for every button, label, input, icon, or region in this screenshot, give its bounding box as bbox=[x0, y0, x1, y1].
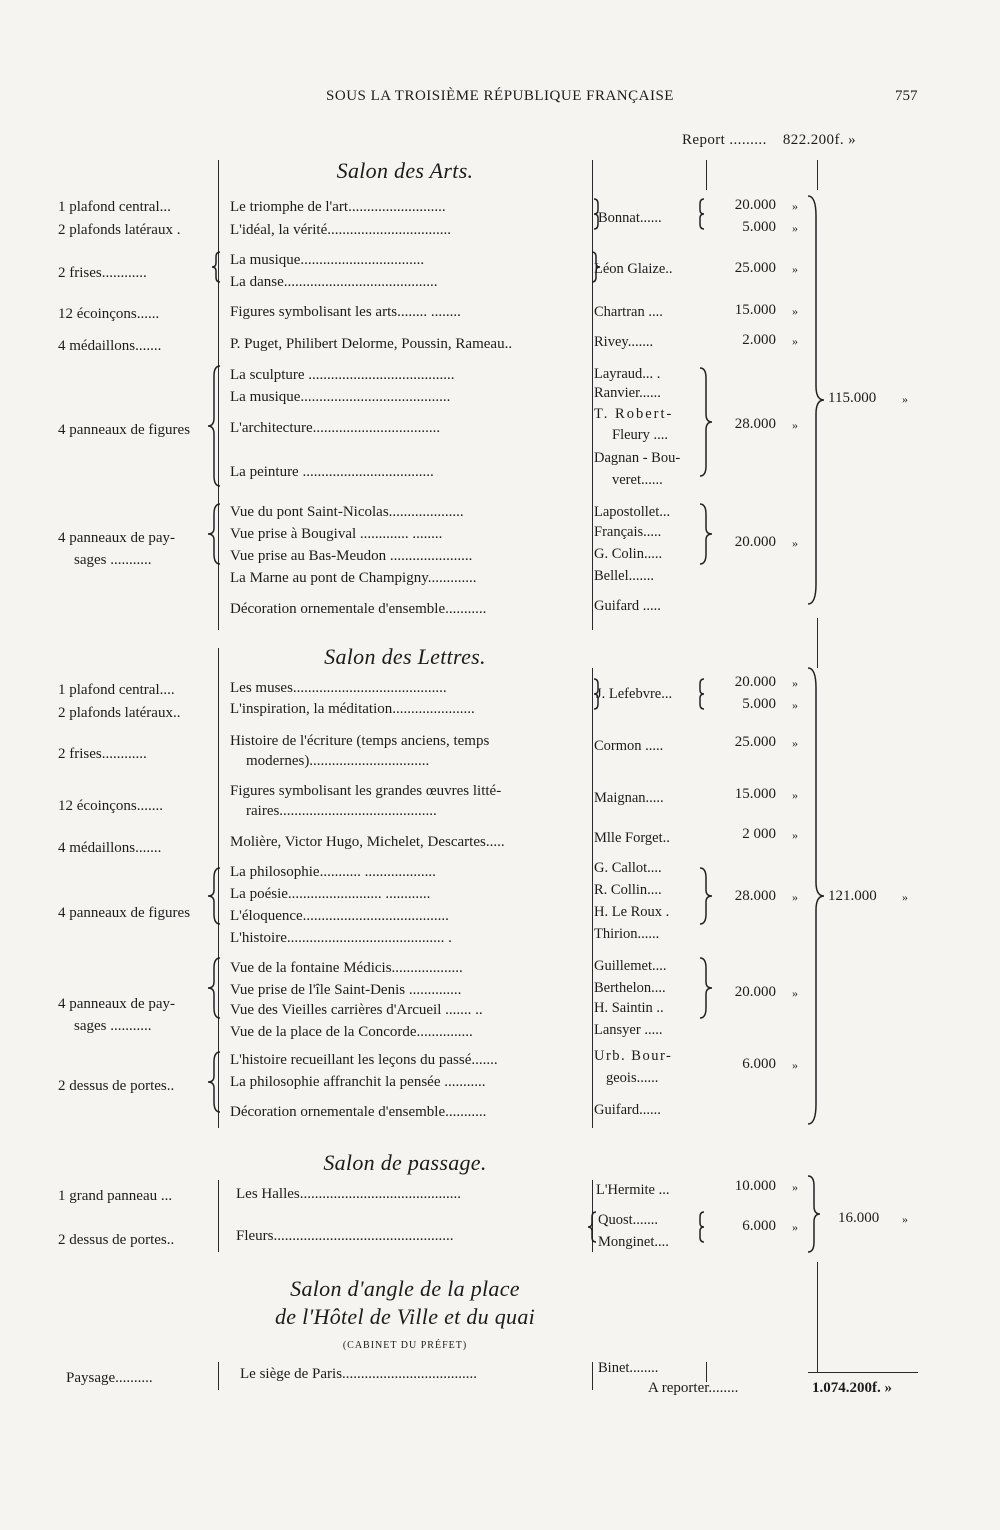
lettres-artist-12: Guillemet.... bbox=[594, 958, 667, 974]
total-rule bbox=[808, 1372, 918, 1373]
column-rule-left-2 bbox=[218, 648, 219, 1128]
lettres-work-7: Molière, Victor Hugo, Michelet, Descartes..... bbox=[230, 834, 505, 850]
lettres-artist-16: Urb. Bour- bbox=[594, 1048, 673, 1064]
column-rule-mid-2 bbox=[592, 668, 593, 1128]
lettres-work-6: raires.......................................... bbox=[246, 803, 437, 819]
arts-artist-1: Bonnat...... bbox=[598, 210, 662, 226]
column-rule-price-top bbox=[706, 160, 707, 190]
lettres-artist-15: Lansyer ..... bbox=[594, 1022, 663, 1038]
section-title-passage: Salon de passage. bbox=[323, 1150, 487, 1175]
lettres-unit-3: » bbox=[792, 736, 798, 750]
lettres-price-9: 28.000 bbox=[734, 888, 776, 904]
lettres-work-17: La philosophie affranchit la pensée ........... bbox=[230, 1074, 486, 1090]
arts-price-14: 20.000 bbox=[734, 534, 776, 550]
arts-artist-16: Bellel....... bbox=[594, 568, 655, 584]
column-rule-mid-4 bbox=[592, 1362, 593, 1390]
passage-price-1: 10.000 bbox=[734, 1178, 776, 1194]
section-title-angle-1: Salon d'angle de la place bbox=[290, 1276, 520, 1301]
passage-left-1: 1 grand panneau ... bbox=[58, 1188, 173, 1204]
report-label: Report ......... bbox=[682, 132, 767, 148]
passage-artist-3: Monginet.... bbox=[598, 1234, 669, 1250]
lettres-work-2: L'inspiration, la méditation...................... bbox=[230, 701, 475, 717]
arts-work-1: Le triomphe de l'art.......................... bbox=[230, 199, 446, 215]
column-rule-left-3 bbox=[218, 1180, 219, 1252]
lettres-unit-9: » bbox=[792, 890, 798, 904]
lettres-left-17: 2 dessus de portes.. bbox=[58, 1078, 175, 1094]
passage-left-3: 2 dessus de portes.. bbox=[58, 1232, 175, 1248]
lettres-work-8: La philosophie........... ................... bbox=[230, 864, 436, 880]
lettres-left-1: 1 plafond central.... bbox=[58, 682, 175, 698]
arts-work-5: Figures symbolisant les arts........ ........ bbox=[230, 304, 461, 320]
arts-artist-17: Guifard ..... bbox=[594, 598, 661, 614]
passage-artist-2: Quost....... bbox=[598, 1212, 659, 1228]
section-title-arts: Salon des Arts. bbox=[336, 158, 474, 183]
column-rule-mid-1 bbox=[592, 160, 593, 630]
passage-unit-3: » bbox=[792, 1220, 798, 1234]
arts-unit-1: » bbox=[792, 199, 798, 213]
passage-subtotal: 16.000 bbox=[838, 1210, 880, 1226]
lettres-work-10: L'éloquence....................................... bbox=[230, 908, 449, 924]
arts-left-1: 1 plafond central... bbox=[58, 199, 171, 215]
brace-passage-total bbox=[808, 1176, 820, 1252]
arts-artist-14: Français..... bbox=[594, 524, 662, 540]
passage-unit-1: » bbox=[792, 1180, 798, 1194]
arts-work-2: L'idéal, la vérité................................. bbox=[230, 222, 451, 238]
arts-work-16: La Marne au pont de Champigny............. bbox=[230, 570, 477, 586]
arts-work-6: P. Puget, Philibert Delorme, Poussin, Rameau.. bbox=[230, 336, 513, 352]
arts-unit-14: » bbox=[792, 536, 798, 550]
arts-left-5: 12 écoinçons...... bbox=[58, 306, 160, 322]
report-bottom-label: A reporter........ bbox=[648, 1380, 739, 1396]
arts-artist-8: Ranvier...... bbox=[594, 385, 661, 401]
running-header: SOUS LA TROISIÈME RÉPUBLIQUE FRANÇAISE bbox=[326, 88, 674, 104]
arts-subtotal: 115.000 bbox=[828, 390, 877, 406]
report-bottom-amount: 1.074.200f. » bbox=[812, 1380, 892, 1396]
arts-artist-11: Dagnan - Bou- bbox=[594, 450, 681, 466]
lettres-left-14: sages ........... bbox=[74, 1018, 152, 1034]
arts-work-8: La musique........................................ bbox=[230, 389, 451, 405]
arts-left-9: 4 panneaux de figures bbox=[58, 422, 191, 438]
section-title-lettres: Salon des Lettres. bbox=[324, 644, 486, 669]
arts-unit-2: » bbox=[792, 221, 798, 235]
lettres-price-16: 6.000 bbox=[742, 1056, 776, 1072]
lettres-work-12: Vue de la fontaine Médicis................... bbox=[230, 960, 463, 976]
section-subtitle-angle: (CABINET DU PRÉFET) bbox=[342, 1340, 468, 1351]
arts-left-3: 2 frises............ bbox=[58, 265, 147, 281]
arts-artist-7: Layraud... . bbox=[594, 366, 661, 382]
column-rule-mid-3 bbox=[592, 1180, 593, 1252]
lettres-left-3: 2 frises............ bbox=[58, 746, 147, 762]
lettres-artist-11: Thirion...... bbox=[594, 926, 660, 942]
arts-work-13: Vue du pont Saint-Nicolas.................... bbox=[230, 504, 464, 520]
arts-artist-5: Chartran .... bbox=[594, 304, 663, 320]
angle-left-1: Paysage.......... bbox=[66, 1370, 153, 1386]
lettres-work-9: La poésie......................... ............ bbox=[230, 886, 431, 902]
lettres-price-1: 20.000 bbox=[734, 674, 776, 690]
passage-work-1: Les Halles........................................... bbox=[236, 1186, 461, 1202]
arts-price-1: 20.000 bbox=[734, 197, 776, 213]
lettres-artist-3: Cormon ..... bbox=[594, 738, 664, 754]
lettres-work-16: L'histoire recueillant les leçons du passé....... bbox=[230, 1052, 498, 1068]
column-rule-total-top bbox=[817, 160, 818, 190]
lettres-work-13: Vue prise de l'île Saint-Denis .............. bbox=[230, 982, 462, 998]
lettres-unit-2: » bbox=[792, 698, 798, 712]
lettres-work-14: Vue des Vieilles carrières d'Arcueil ....... .. bbox=[230, 1002, 483, 1018]
column-rule-total-mid bbox=[817, 618, 818, 668]
lettres-price-13: 20.000 bbox=[734, 984, 776, 1000]
arts-left-14: 4 panneaux de pay- bbox=[58, 530, 176, 546]
lettres-unit-1: » bbox=[792, 676, 798, 690]
arts-work-3: La musique................................. bbox=[230, 252, 425, 268]
arts-artist-9: T. Robert- bbox=[594, 406, 674, 422]
lettres-unit-16: » bbox=[792, 1058, 798, 1072]
arts-price-6: 2.000 bbox=[742, 332, 776, 348]
lettres-artist-7: Mlle Forget.. bbox=[594, 830, 670, 846]
column-rule-left-4 bbox=[218, 1362, 219, 1390]
brace-lettres-lefebvre-right bbox=[700, 679, 704, 709]
brace-passage-quost-right bbox=[700, 1212, 704, 1242]
lettres-work-18: Décoration ornementale d'ensemble........... bbox=[230, 1104, 487, 1120]
lettres-subtotal-unit: » bbox=[902, 890, 908, 904]
lettres-work-5: Figures symbolisant les grandes œuvres litté- bbox=[230, 783, 502, 799]
angle-artist-1: Binet........ bbox=[598, 1360, 659, 1376]
arts-price-2: 5.000 bbox=[742, 219, 776, 235]
arts-unit-5: » bbox=[792, 304, 798, 318]
column-rule-total-bottom bbox=[817, 1262, 818, 1372]
passage-work-3: Fleurs................................................ bbox=[236, 1228, 454, 1244]
arts-artist-3: Léon Glaize.. bbox=[594, 261, 673, 277]
arts-unit-9: » bbox=[792, 418, 798, 432]
lettres-work-1: Les muses......................................... bbox=[230, 680, 447, 696]
arts-artist-6: Rivey....... bbox=[594, 334, 654, 350]
lettres-artist-13: Berthelon.... bbox=[594, 980, 666, 996]
lettres-artist-9: R. Collin.... bbox=[594, 882, 662, 898]
angle-work-1: Le siège de Paris.................................... bbox=[240, 1366, 478, 1382]
lettres-price-5: 15.000 bbox=[734, 786, 776, 802]
passage-price-3: 6.000 bbox=[742, 1218, 776, 1234]
brace-arts-bonnat-right bbox=[700, 199, 704, 229]
lettres-left-7: 4 médaillons....... bbox=[58, 840, 162, 856]
lettres-price-7: 2 000 bbox=[742, 826, 776, 842]
arts-artist-10: Fleury .... bbox=[612, 427, 668, 443]
arts-work-7: La sculpture ....................................... bbox=[230, 367, 455, 383]
lettres-subtotal: 121.000 bbox=[828, 888, 877, 904]
arts-work-17: Décoration ornementale d'ensemble........... bbox=[230, 601, 487, 617]
lettres-price-3: 25.000 bbox=[734, 734, 776, 750]
lettres-artist-17: geois...... bbox=[606, 1070, 659, 1086]
column-rule-price-bottom bbox=[706, 1362, 707, 1382]
lettres-unit-13: » bbox=[792, 986, 798, 1000]
arts-artist-13: Lapostollet... bbox=[594, 504, 671, 520]
lettres-left-13: 4 panneaux de pay- bbox=[58, 996, 176, 1012]
report-line bbox=[682, 132, 856, 149]
arts-unit-6: » bbox=[792, 334, 798, 348]
lettres-artist-10: H. Le Roux . bbox=[594, 904, 670, 920]
lettres-artist-8: G. Callot.... bbox=[594, 860, 662, 876]
arts-price-5: 15.000 bbox=[734, 302, 776, 318]
arts-work-12: La peinture ................................... bbox=[230, 464, 434, 480]
lettres-work-15: Vue de la place de la Concorde............... bbox=[230, 1024, 473, 1040]
arts-artist-12: veret...... bbox=[612, 472, 663, 488]
lettres-unit-5: » bbox=[792, 788, 798, 802]
arts-price-9: 28.000 bbox=[734, 416, 776, 432]
brace-arts-total bbox=[808, 196, 824, 604]
arts-price-3: 25.000 bbox=[734, 260, 776, 276]
arts-left-2: 2 plafonds latéraux . bbox=[58, 222, 181, 238]
lettres-unit-7: » bbox=[792, 828, 798, 842]
arts-subtotal-unit: » bbox=[902, 392, 908, 406]
lettres-artist-5: Maignan..... bbox=[594, 790, 664, 806]
arts-left-15: sages ........... bbox=[74, 552, 152, 568]
lettres-left-2: 2 plafonds latéraux.. bbox=[58, 705, 181, 721]
lettres-price-2: 5.000 bbox=[742, 696, 776, 712]
lettres-artist-18: Guifard...... bbox=[594, 1102, 661, 1118]
column-rule-left-1 bbox=[218, 160, 219, 630]
arts-left-6: 4 médaillons....... bbox=[58, 338, 162, 354]
lettres-work-3: Histoire de l'écriture (temps anciens, temps bbox=[230, 733, 490, 749]
page-number: 757 bbox=[895, 88, 918, 104]
arts-work-15: Vue prise au Bas-Meudon ...................... bbox=[230, 548, 473, 564]
brace-lettres-total bbox=[808, 668, 824, 1124]
arts-work-9: L'architecture.................................. bbox=[230, 420, 441, 436]
lettres-work-11: L'histoire.......................................... . bbox=[230, 930, 452, 946]
arts-artist-15: G. Colin..... bbox=[594, 546, 663, 562]
report-amount: 822.200f. » bbox=[782, 132, 857, 148]
lettres-work-4: modernes)................................ bbox=[246, 753, 430, 769]
arts-work-14: Vue prise à Bougival ............. ........ bbox=[230, 526, 443, 542]
lettres-left-10: 4 panneaux de figures bbox=[58, 905, 191, 921]
arts-work-4: La danse......................................... bbox=[230, 274, 438, 290]
lettres-artist-14: H. Saintin .. bbox=[594, 1000, 664, 1016]
lettres-artist-1: J. Lefebvre... bbox=[596, 686, 673, 702]
passage-artist-1: L'Hermite ... bbox=[596, 1182, 670, 1198]
arts-unit-3: » bbox=[792, 262, 798, 276]
lettres-left-5: 12 écoinçons....... bbox=[58, 798, 163, 814]
passage-subtotal-unit: » bbox=[902, 1212, 908, 1226]
section-title-angle-2: de l'Hôtel de Ville et du quai bbox=[274, 1304, 536, 1329]
